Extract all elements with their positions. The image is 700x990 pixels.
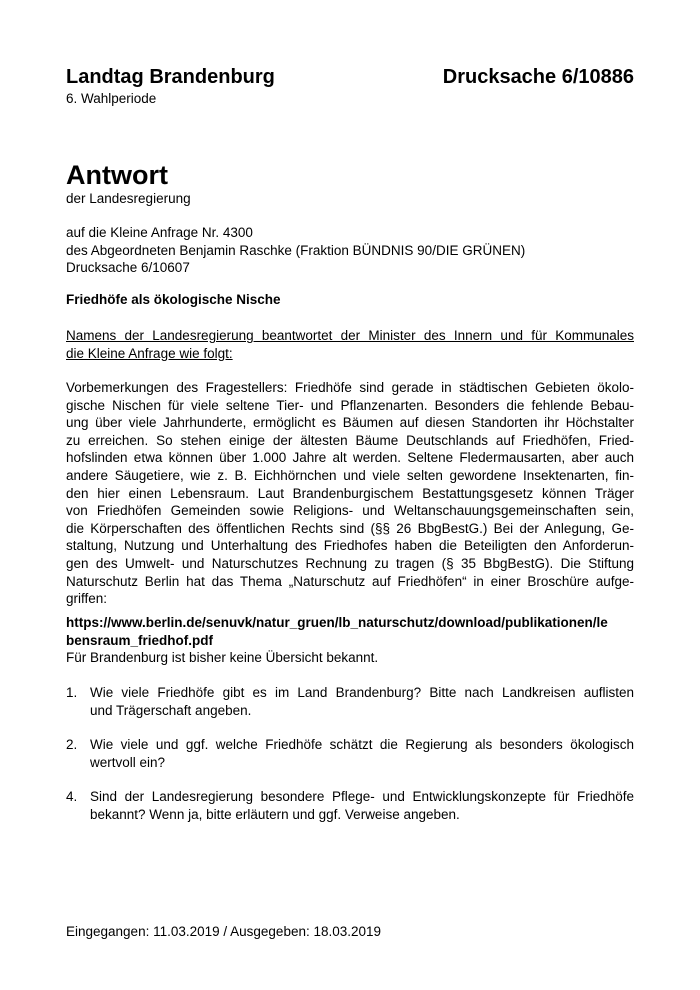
answer-intro <box>66 327 634 362</box>
url-line[interactable]: bensraum_friedhof.pdf <box>66 632 214 648</box>
legislative-period: 6. Wahlperiode <box>66 91 157 106</box>
question-line: Wie viele und ggf. welche Friedhöfe schätzt die Regierung als besonders ökologisch <box>90 737 634 752</box>
question-item <box>66 788 634 823</box>
reference-line: Drucksache 6/10607 <box>66 260 190 275</box>
preamble-line: den hier einen Lebensraum. Laut Brandenburgischem Bestattungsgesetz können Träger <box>66 485 634 501</box>
question-number: 1. <box>66 685 78 700</box>
parliament-name: Landtag Brandenburg <box>66 66 275 88</box>
question-line: Sind der Landesregierung besondere Pflege- und Entwicklungskonzepte für Friedhöfe <box>90 789 634 804</box>
preamble-line: gische Nischen für viele seltene Tier- und Pflanzenarten. Besonders die fehlende Bebau- <box>66 397 634 413</box>
reference-line: des Abgeordneten Benjamin Raschke (Fraktion BÜNDNIS 90/DIE GRÜNEN) <box>66 242 526 258</box>
intro-line: die Kleine Anfrage wie folgt: <box>66 345 233 361</box>
overview-note: Für Brandenburg ist bisher keine Übersicht bekannt. <box>66 650 379 665</box>
question-text <box>90 684 634 719</box>
preamble-line: Naturschutz Berlin hat das Thema „Naturschutz auf Friedhöfen“ in einer Broschüre aufge- <box>66 573 634 589</box>
url-line[interactable]: https://www.berlin.de/senuvk/natur_gruen/lb_naturschutz/download/publikationen/le <box>66 615 608 630</box>
preamble-line: andere Säugetiere, wie z. B. Eichhörnchen und viele selten gewordene Insektenarten, fin- <box>66 467 634 483</box>
question-item <box>66 684 634 719</box>
question-text <box>90 788 634 823</box>
document-subtitle: der Landesregierung <box>66 191 191 206</box>
preamble-line: ung über viele Jahrhunderte, ermöglicht es Bäumen auf diesen Standorten ihr Höchstalter <box>66 415 634 431</box>
question-text <box>90 736 634 771</box>
reference-line: auf die Kleine Anfrage Nr. 4300 <box>66 225 253 240</box>
question-line: und Trägerschaft angeben. <box>90 702 252 718</box>
intro-line: Namens der Landesregierung beantwortet der Minister des Innern und für Kommunales <box>66 328 634 343</box>
brochure-url[interactable] <box>66 614 634 649</box>
preamble-line: gen des Umwelt- und Naturschutzes Rechnung zu tragen (§ 35 BbgBestG). Die Stiftung <box>66 555 634 571</box>
preamble-line: die Körperschaften des öffentlichen Rechts sind (§§ 26 BbgBestG.) Bei der Anlegung, Ge- <box>66 520 634 536</box>
preamble-paragraph <box>66 379 634 608</box>
question-line: wertvoll ein? <box>90 754 166 770</box>
preamble-line: Vorbemerkungen des Fragestellers: Friedhöfe sind gerade in städtischen Gebieten ökolo- <box>66 380 634 395</box>
question-line: Wie viele Friedhöfe gibt es im Land Brandenburg? Bitte nach Landkreisen auflisten <box>90 685 634 700</box>
preamble-line: hofslinden etwa können über 1.000 Jahre alt werden. Seltene Fledermausarten, aber auch <box>66 450 634 466</box>
inquiry-reference <box>66 224 525 277</box>
preamble-line: von Friedhöfen Gemeinden sowie Religions- und Weltanschauungsgemeinschaften sein, <box>66 503 634 519</box>
preamble-line: staltung, Nutzung und Unterhaltung des Friedhofes haben die Beteiligten den Anforderun- <box>66 538 634 554</box>
inquiry-subject: Friedhöfe als ökologische Nische <box>66 292 281 307</box>
document-header <box>66 66 634 92</box>
document-title: Antwort <box>66 160 168 190</box>
question-line: bekannt? Wenn ja, bitte erläutern und ggf. Verweise angeben. <box>90 806 460 822</box>
question-number: 2. <box>66 737 78 752</box>
question-number: 4. <box>66 789 78 804</box>
question-item <box>66 736 634 771</box>
document-number: Drucksache 6/10886 <box>442 66 634 88</box>
receipt-dates: Eingegangen: 11.03.2019 / Ausgegeben: 18.03.2019 <box>66 924 382 939</box>
preamble-line: griffen: <box>66 591 108 607</box>
preamble-line: zu erreichen. So stehen einige der ältesten Bäume Deutschlands auf Friedhöfen, Fried- <box>66 432 634 448</box>
